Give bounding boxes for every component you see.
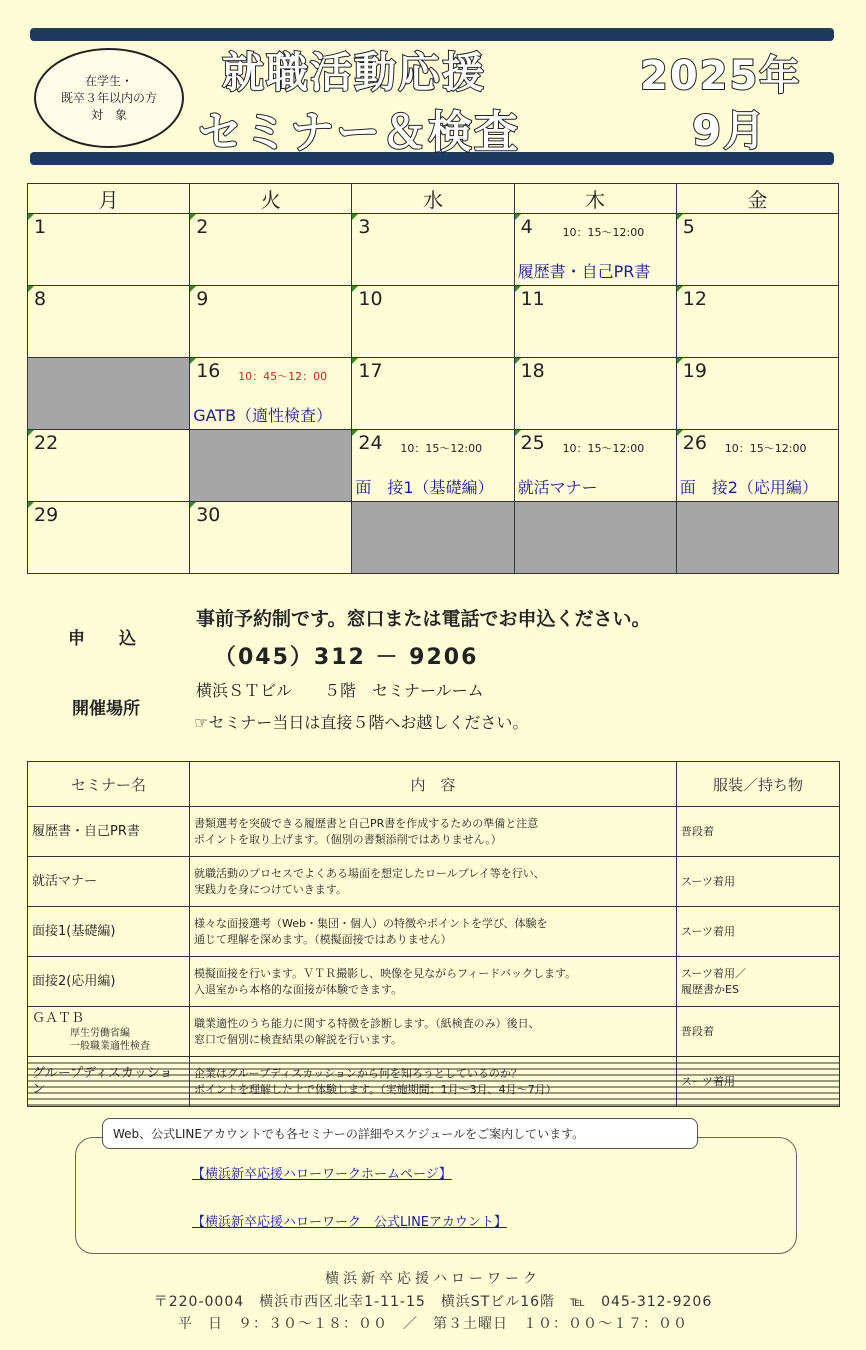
day-number: 5: [682, 216, 695, 238]
day-number: 3: [358, 216, 371, 238]
day-number: 10: [358, 288, 383, 310]
seminar-content-cell: [190, 957, 677, 1007]
seminar-name-cell: [28, 1057, 190, 1107]
seminar-name: ＧＡＴＢ: [32, 1010, 85, 1026]
col-seminar-name: セミナー名: [28, 762, 190, 807]
calendar-day-cell: [514, 430, 676, 502]
day-number: 2: [196, 216, 209, 238]
seminar-dress-cell: [677, 1007, 840, 1057]
seminar-content-line: 職業適性のうち能力に関する特徴を診断します。（紙検査のみ）後日、: [194, 1016, 540, 1030]
header-month: 9月: [692, 106, 768, 155]
calendar-week-row: [28, 286, 839, 358]
calendar-day-cell: [28, 214, 190, 286]
venue-note: ☞セミナー当日は直接５階へお越しください。: [194, 713, 529, 732]
calendar-day-cell: [352, 430, 514, 502]
seminar-name: 就活マナー: [32, 873, 98, 889]
homepage-link[interactable]: 【横浜新卒応援ハローワークホームページ】: [192, 1167, 452, 1182]
page-subtitle: セミナー＆検査: [198, 107, 520, 158]
calendar-week-row: [28, 430, 839, 502]
calendar-day-cell: [676, 358, 838, 430]
dress-code: スーツ着用／: [681, 966, 747, 980]
header-year: 2025年: [640, 53, 802, 99]
seminar-name-cell: [28, 807, 190, 857]
calendar-day-cell: [352, 286, 514, 358]
calendar-day-cell: [352, 214, 514, 286]
seminar-row: [28, 807, 840, 857]
seminar-sub-2: 一般職業適性検査: [70, 1040, 150, 1052]
session-time: 10：15～12:00: [562, 442, 645, 455]
calendar-cell-closed: [514, 502, 676, 574]
calendar-week-row: [28, 214, 839, 286]
day-number: 1: [34, 216, 47, 238]
target-line-2: 既卒３年以内の方: [60, 90, 157, 105]
seminar-content-line: ポイントを理解した上で体験します。（実施期間：1月～3月、4月～7月）: [194, 1082, 557, 1096]
dress-code-2: 履歴書かES: [681, 982, 739, 996]
calendar-week-row: [28, 358, 839, 430]
weekday-wed: 水: [352, 184, 514, 214]
session-time: 10：15～12:00: [400, 442, 483, 455]
footer-office-name: 横浜新卒応援ハローワーク: [325, 1271, 541, 1287]
session-time: 10：15～12:00: [562, 226, 645, 239]
day-number: 11: [520, 288, 545, 310]
day-number: 18: [520, 360, 545, 382]
links-box: [75, 1137, 797, 1254]
day-number: 22: [34, 432, 59, 454]
calendar-day-cell: [514, 358, 676, 430]
weekday-thu: 木: [514, 184, 676, 214]
seminar-content-cell: [190, 907, 677, 957]
seminar-name-cell: [28, 907, 190, 957]
dress-code: 普段着: [681, 824, 714, 838]
calendar-day-cell: [28, 430, 190, 502]
seminar-name: 面接2(応用編): [32, 973, 116, 989]
calendar-day-cell: [190, 286, 352, 358]
day-number: 4: [520, 216, 533, 238]
dress-code: スーツ着用: [681, 874, 736, 888]
seminar-content-line: 通じて理解を深めます。（模擬面接ではありません）: [194, 932, 452, 946]
seminar-table: [27, 761, 840, 1107]
seminar-event[interactable]: 就活マナー: [517, 478, 598, 497]
dress-code: 普段着: [681, 1024, 714, 1038]
seminar-content-line: 書類選考を突破できる履歴書と自己PR書を作成するための準備と注意: [194, 816, 539, 830]
venue-place: 横浜ＳＴビル ５階 セミナールーム: [196, 681, 484, 700]
seminar-sub-1: 厚生労働省編: [70, 1027, 130, 1039]
seminar-name: グループディスカッション: [32, 1065, 173, 1097]
day-number: 19: [682, 360, 707, 382]
seminar-name: 面接1(基礎編): [32, 923, 116, 939]
target-line-3: 対 象: [90, 107, 127, 122]
seminar-content-cell: [190, 1057, 677, 1107]
calendar-weekday-row: [28, 184, 839, 214]
calendar-day-cell: [676, 214, 838, 286]
seminar-name: 履歴書・自己PR書: [32, 823, 140, 839]
target-audience-badge: [34, 48, 184, 148]
dress-code: スーツ着用: [681, 924, 736, 938]
day-number: 8: [34, 288, 47, 310]
footer-hours: 平 日 ９：３０～１８：００ ／ 第３土曜日 １０：００～１７：００: [178, 1316, 688, 1332]
seminar-content-line: 実践力を身につけていきます。: [194, 882, 347, 896]
calendar-cell-closed: [676, 502, 838, 574]
calendar-day-cell: [190, 358, 352, 430]
links-note: Web、公式LINEアカウントでも各セミナーの詳細やスケジュールをご案内しています。: [102, 1118, 698, 1149]
day-number: 30: [196, 504, 221, 526]
footer-address: 〒220-0004 横浜市西区北幸1-11-15 横浜STビル16階 ℡ 045-312-9206: [153, 1294, 713, 1310]
seminar-calendar: [27, 183, 839, 574]
seminar-content-cell: [190, 857, 677, 907]
col-content: 内 容: [190, 762, 677, 807]
calendar-week-row: [28, 502, 839, 574]
day-number: 29: [34, 504, 59, 526]
col-dress: 服装／持ち物: [677, 762, 840, 807]
seminar-content-line: 窓口で個別に検査結果の解説を行います。: [194, 1032, 403, 1046]
apply-label: 申 込: [68, 629, 136, 649]
venue-label: 開催場所: [72, 699, 140, 719]
calendar-day-cell: [676, 286, 838, 358]
calendar-day-cell: [352, 358, 514, 430]
weekday-tue: 火: [190, 184, 352, 214]
day-number: 26: [682, 432, 707, 454]
seminar-dress-cell: [677, 957, 840, 1007]
seminar-content-line: 模擬面接を行います。ＶＴＲ撮影し、映像を見ながらフィードバックします。: [194, 966, 577, 980]
target-line-1: 在学生・: [84, 73, 133, 88]
day-number: 17: [358, 360, 383, 382]
calendar-day-cell: [514, 214, 676, 286]
seminar-content-line: 入退室から本格的な面接が体験できます。: [194, 982, 403, 996]
day-number: 24: [358, 432, 383, 454]
day-number: 25: [520, 432, 545, 454]
apply-phone[interactable]: （045）312 － 9206: [214, 645, 479, 670]
seminar-name-cell: [28, 857, 190, 907]
weekday-fri: 金: [676, 184, 838, 214]
weekday-mon: 月: [28, 184, 190, 214]
day-number: 9: [196, 288, 209, 310]
seminar-content-cell: [190, 807, 677, 857]
seminar-event[interactable]: 履歴書・自己PR書: [517, 262, 651, 281]
apply-text: 事前予約制です。窓口または電話でお申込ください。: [196, 608, 651, 630]
seminar-content-line: 様々な面接選考（Web・集団・個人）の特徴やポイントを学び、体験を: [194, 916, 548, 930]
calendar-day-cell: [676, 430, 838, 502]
seminar-dress-cell: [677, 807, 840, 857]
dress-code: スーツ着用: [681, 1074, 736, 1088]
seminar-event[interactable]: 面 接2（応用編）: [679, 478, 818, 497]
seminar-event[interactable]: 面 接1（基礎編）: [355, 478, 494, 497]
seminar-row: [28, 1057, 840, 1107]
seminar-event[interactable]: GATB（適性検査）: [193, 406, 333, 425]
seminar-row: [28, 957, 840, 1007]
seminar-content-line: 企業はグループディスカッションから何を知ろうとしているのか？: [194, 1066, 522, 1080]
seminar-row: [28, 1007, 840, 1057]
calendar-day-cell: [28, 286, 190, 358]
session-time: 10：15～12:00: [724, 442, 807, 455]
seminar-row: [28, 857, 840, 907]
seminar-dress-cell: [677, 1057, 840, 1107]
seminar-name-cell: [28, 1007, 190, 1057]
calendar-cell-closed: [28, 358, 190, 430]
seminar-row: [28, 907, 840, 957]
calendar-day-cell: [514, 286, 676, 358]
seminar-name-cell: [28, 957, 190, 1007]
seminar-content-cell: [190, 1007, 677, 1057]
seminar-content-line: 就職活動のプロセスでよくある場面を想定したロールプレイ等を行い、: [194, 866, 545, 880]
calendar-day-cell: [28, 502, 190, 574]
session-time: 10：45～12：00: [238, 370, 328, 383]
seminar-dress-cell: [677, 907, 840, 957]
calendar-day-cell: [190, 214, 352, 286]
line-account-link[interactable]: 【横浜新卒応援ハローワーク 公式LINEアカウント】: [192, 1215, 507, 1230]
day-number: 12: [682, 288, 707, 310]
day-number: 16: [196, 360, 221, 382]
seminar-content-line: ポイントを取り上げます。（個別の書類添削ではありません。）: [194, 832, 502, 846]
seminar-table-header: [28, 762, 840, 807]
seminar-dress-cell: [677, 857, 840, 907]
page-title: 就職活動応援: [222, 48, 487, 97]
calendar-cell-closed: [190, 430, 352, 502]
calendar-day-cell: [190, 502, 352, 574]
calendar-cell-closed: [352, 502, 514, 574]
